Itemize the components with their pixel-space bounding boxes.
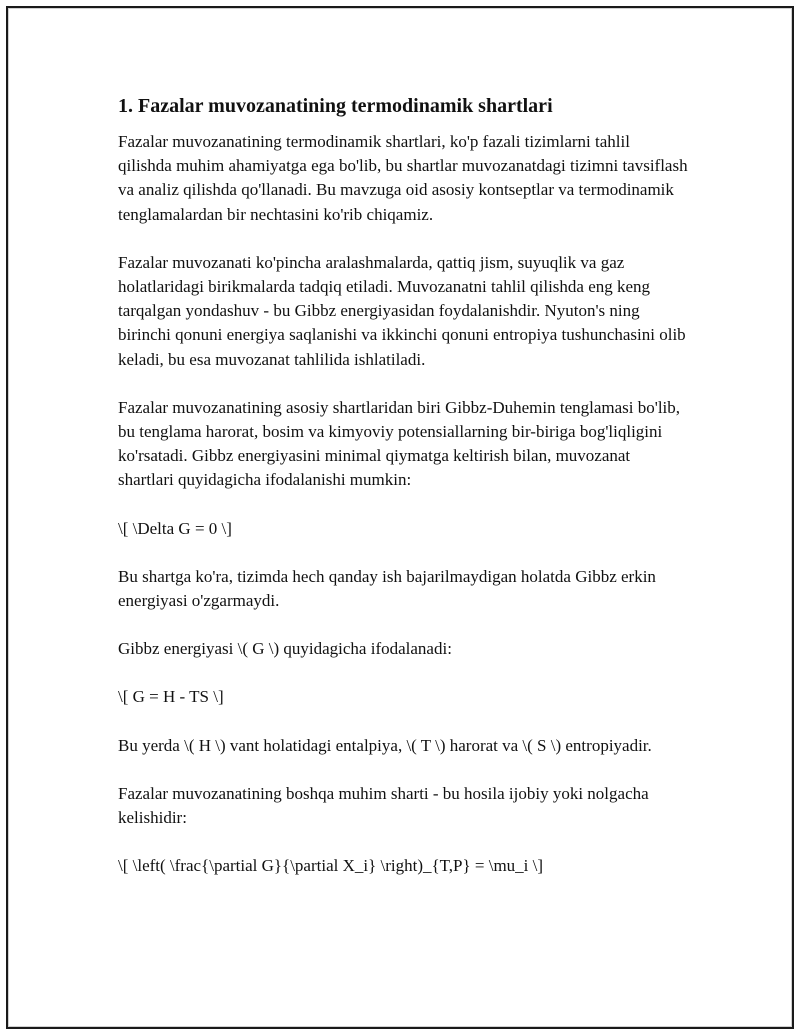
paragraph-gibbs-duhem: Fazalar muvozanatining asosiy shartlaridan biri Gibbz-Duhemin tenglamasi bo'lib, bu tenglama harorat, bosim va kimyoviy potensiallarning bir-biriga bog'liqligini ko'rsatadi. Gibbz energiyasini minimal qiymatga keltirish bilan, muvozanat shartlari quyidagicha ifodalanishi mumkin: — [118, 397, 681, 490]
formula-chemical-potential: \[ \left( \frac{\partial G}{\partial X_i} \right)_{T,P} = \mu_i \] — [118, 856, 544, 876]
formula-delta-g: \[ \Delta G = 0 \] — [118, 518, 232, 538]
paragraph-variables: Bu yerda \( H \) vant holatidagi entalpiya, \( T \) harorat va \( S \) entropiyadir. — [118, 735, 652, 755]
document-body — [118, 93, 688, 902]
paragraph-condition: Bu shartga ko'ra, tizimda hech qanday ish bajarilmaydigan holatda Gibbz erkin energiyasi o'zgarmaydi. — [118, 566, 656, 611]
section-heading: 1. Fazalar muvozanatining termodinamik shartlari — [118, 95, 553, 117]
paragraph-gibbs-definition: Gibbz energiyasi \( G \) quyidagicha ifodalanadi: — [118, 639, 452, 659]
paragraph-derivative-condition: Fazalar muvozanatining boshqa muhim sharti - bu hosila ijobiy yoki nolgacha kelishidir: — [118, 783, 649, 828]
paragraph-phase-equilibrium: Fazalar muvozanati ko'pincha aralashmalarda, qattiq jism, suyuqlik va gaz holatlaridagi birikmalarda tadqiq etiladi. Muvozanatni tahlil qilishda eng keng tarqalgan yondashuv - bu Gibbz energiyasidan foydalanishdir. Nyuton's ning birinchi qonuni energiya saqlanishi va ikkinchi qonuni entropiya tushunchasini olib keladi, bu esa muvozanat tahlilida ishlatiladi. — [118, 252, 686, 369]
paragraph-intro: Fazalar muvozanatining termodinamik shartlari, ko'p fazali tizimlarni tahlil qilishda muhim ahamiyatga ega bo'lib, bu shartlar muvozanatdagi tizimni tavsiflash va analiz qilishda qo'llanadi. Bu mavzuga oid asosiy kontseptlar va termodinamik tenglamalardan bir nechtasini ko'rib chiqamiz. — [118, 132, 688, 224]
formula-gibbs: \[ G = H - TS \] — [118, 687, 224, 707]
